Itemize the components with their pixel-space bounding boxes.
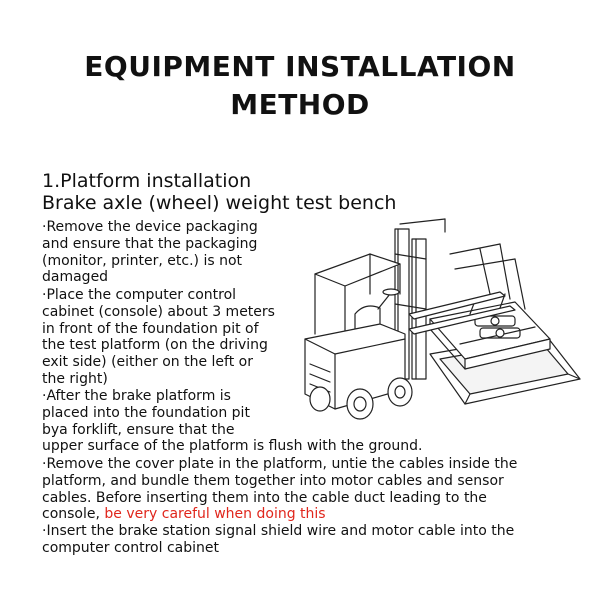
text-line: ·Place the computer control — [42, 287, 237, 303]
text-line: ·After the brake platform is — [42, 388, 231, 404]
text-line: computer control cabinet — [42, 539, 219, 556]
text-line: bya forklift, ensure that the — [42, 421, 235, 438]
step-2-text — [42, 287, 275, 388]
text-line: ·Insert the brake station signal shield wire and motor cable into the — [42, 523, 515, 539]
page-title-line-2: METHOD — [230, 88, 370, 121]
warning-text: be very careful when doing this — [104, 506, 326, 523]
text-line: upper surface of the platform is flush with the ground. — [42, 438, 423, 455]
step-4-text — [42, 456, 517, 523]
step-1-text — [42, 219, 258, 286]
text-line: cabinet (console) about 3 meters — [42, 303, 275, 320]
text-line: cables. Before inserting them into the cable duct leading to the — [42, 489, 487, 506]
text-line: platform, and bundle them together into motor cables and sensor — [42, 472, 504, 489]
section-heading: 1.Platform installation — [42, 170, 252, 192]
text-line: ·Remove the device packaging — [42, 219, 258, 235]
text-line: placed into the foundation pit — [42, 404, 250, 421]
text-line: and ensure that the packaging — [42, 235, 258, 252]
text-line: the test platform (on the driving — [42, 337, 268, 354]
text-line — [42, 506, 517, 523]
page-title-line-1: EQUIPMENT INSTALLATION — [84, 50, 516, 83]
step-5-text — [42, 523, 514, 557]
text-line: exit side) (either on the left or — [42, 354, 253, 371]
text-line: (monitor, printer, etc.) is not — [42, 252, 243, 269]
text-line-prefix: console, — [42, 506, 105, 523]
text-line: ·Remove the cover plate in the platform, untie the cables inside the — [42, 456, 518, 472]
page-title — [0, 48, 600, 124]
text-line: the right) — [42, 370, 108, 387]
forklift-illustration — [300, 214, 590, 439]
text-line: in front of the foundation pit of — [42, 320, 259, 337]
text-line: damaged — [42, 269, 109, 286]
section-subheading: Brake axle (wheel) weight test bench — [42, 192, 397, 214]
